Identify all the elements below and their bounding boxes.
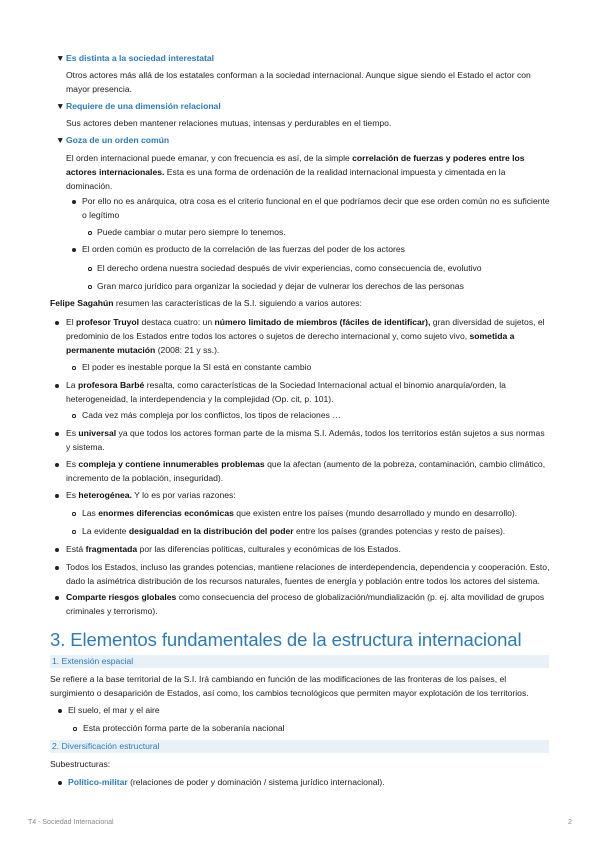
list-item: El poder es inestable porque la SI está en constante cambio — [82, 362, 312, 372]
toggle-title[interactable]: Es distinta a la sociedad interestatal — [66, 53, 215, 63]
bullet-icon — [55, 384, 59, 388]
bullet-icon — [55, 463, 59, 467]
list-item: Es universal ya que todos los actores forman parte de la misma S.I. Además, todos los territorios están sujetos a sus normas y sistema. — [66, 428, 545, 453]
toggle-title[interactable]: Goza de un orden común — [66, 135, 170, 145]
bullet-icon — [55, 494, 59, 498]
sub-bullet-icon — [72, 530, 76, 534]
footer-title: T4 - Sociedad Internacional — [28, 819, 114, 826]
list-item: La profesora Barbé resalta, como características de la Sociedad Internacional actual el binomio anarquía/orden, la heterogeneidad, la interdependencia y la complejidad (Op. cit, p. 101). — [66, 380, 506, 405]
list-item: Por ello no es anárquica, otra cosa es el criterio funcional en el que podríamos decir que ese orden común no es suficiente o legítimo — [82, 196, 550, 221]
bullet-icon — [55, 548, 59, 552]
list-item: La evidente desigualdad en la distribución del poder entre los países (grandes potencias y resto de países). — [82, 526, 506, 536]
sub-bullet-icon — [73, 727, 77, 731]
paragraph: El orden internacional puede emanar, y con frecuencia es así, de la simple correlación de fuerzas y poderes entre los actores internacionales. Esta es una forma de ordenación de la realidad internacional impuesta y cimentada en la dominación. — [66, 153, 525, 192]
intro-paragraph: Felipe Sagahún resumen las características de la S.I. siguiendo a varios autores: — [50, 298, 362, 308]
toggle-arrow-icon[interactable]: ▼ — [56, 101, 65, 111]
list-item: Todos los Estados, incluso las grandes potencias, mantiene relaciones de interdependencia, dependencia y cooperación. Esto, dado la asimétrica distribución de los recursos naturales, fuentes de energía y población entre todos los actores del sistema. — [66, 562, 550, 587]
list-item: Las enormes diferencias económicas que existen entre los países (mundo desarrollado y mundo en desarrollo). — [82, 508, 518, 518]
subsection-bar — [50, 740, 549, 753]
toggle-arrow-icon[interactable]: ▼ — [56, 53, 65, 63]
bullet-icon — [55, 566, 59, 570]
section-heading: 3. Elementos fundamentales de la estructura internacional — [50, 629, 522, 650]
paragraph: Se refiere a la base territorial de la S.I. Irá cambiando en función de las modificaciones de las fronteras de los países, el surgimiento o desaparición de Estados, así como, los cambios tecnológicos que permiten mayor explotación de los territorios. — [50, 674, 529, 699]
sub-bullet-icon — [88, 267, 92, 271]
list-item: El derecho ordena nuestra sociedad después de vivir experiencias, como consecuencia de, evolutivo — [97, 263, 482, 273]
sub-bullet-icon — [72, 512, 76, 516]
list-item: Es compleja y contiene innumerables problemas que la afectan (aumento de la pobreza, contaminación, cambio climático, incremento de la población, inseguridad). — [66, 459, 546, 484]
list-item: Esta protección forma parte de la soberanía nacional — [83, 723, 285, 733]
list-item: El profesor Truyol destaca cuatro: un número limitado de miembros (fáciles de identificar), gran diversidad de sujetos, el predominio de los Estados entre todos los actores o sujetos de derecho internacional y, como sujeto vivo, sometida a permanente mutación (2008: 21 y ss.). — [66, 317, 545, 356]
bullet-icon — [58, 781, 62, 785]
bullet-icon — [55, 432, 59, 436]
sub-bullet-icon — [88, 231, 92, 235]
paragraph: Sus actores deben mantener relaciones mutuas, intensas y perdurables en el tiempo. — [66, 118, 392, 128]
list-item: Comparte riesgos globales como consecuencia del proceso de globalización/mundialización (p. ej. alta movilidad de grupos criminales y terrorismo). — [66, 592, 545, 617]
bullet-icon — [55, 321, 59, 325]
list-item: Puede cambiar o mutar pero siempre lo tenemos. — [97, 227, 286, 237]
page-number: 2 — [568, 819, 572, 826]
list-item: El suelo, el mar y el aire — [68, 705, 160, 715]
sub-bullet-icon — [88, 285, 92, 289]
paragraph: Subestructuras: — [50, 759, 111, 769]
list-item: Está fragmentada por las diferencias políticas, culturales y económicas de los Estados. — [66, 544, 401, 554]
politico-militar-link[interactable]: Político-militar — [68, 777, 128, 787]
list-item: Cada vez más compleja por los conflictos, los tipos de relaciones … — [82, 410, 341, 420]
subsection-title: 2. Diversificación estructural — [52, 741, 160, 751]
list-item: Gran marco jurídico para organizar la sociedad y dejar de vulnerar los derechos de las personas — [97, 281, 464, 291]
sub-bullet-icon — [72, 366, 76, 370]
subsection-bar — [50, 655, 549, 668]
toggle-title[interactable]: Requiere de una dimensión relacional — [66, 101, 221, 111]
sub-bullet-icon — [72, 414, 76, 418]
bullet-icon — [72, 200, 76, 204]
bullet-icon — [55, 596, 59, 600]
bullet-icon — [72, 248, 76, 252]
paragraph: Otros actores más allá de los estatales conforman a la sociedad internacional. Aunque sigue siendo el Estado el actor con mayor presencia. — [66, 70, 531, 95]
toggle-arrow-icon[interactable]: ▼ — [56, 135, 65, 145]
list-item: Político-militar (relaciones de poder y dominación / sistema jurídico internacional). — [68, 777, 385, 787]
list-item: El orden común es producto de la correlación de las fuerzas del poder de los actores — [82, 244, 405, 254]
subsection-title: 1. Extensión espacial — [52, 656, 134, 666]
bullet-icon — [58, 709, 62, 713]
list-item: Es heterogénea. Y lo es por varias razones: — [66, 490, 236, 500]
